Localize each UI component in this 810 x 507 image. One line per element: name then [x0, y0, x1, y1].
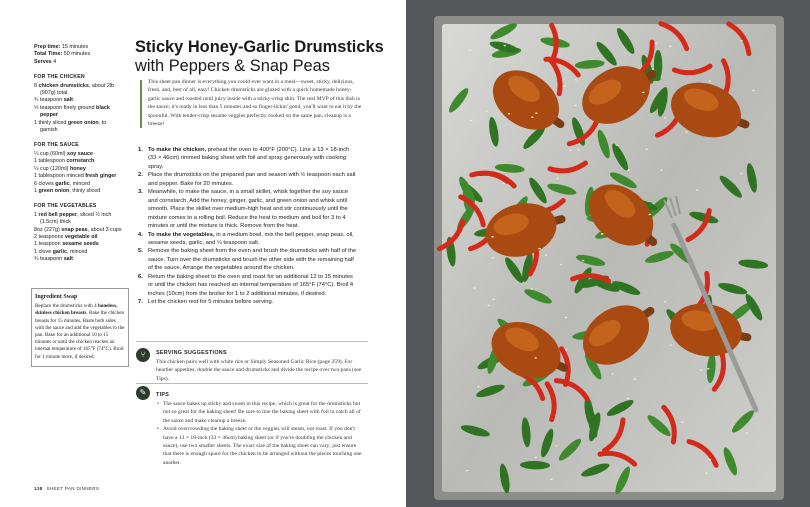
sesame-seed [708, 459, 711, 461]
sesame-seed [469, 49, 472, 51]
ingredient-item: 8 chicken drumsticks, about 2lb (907g) total [34, 82, 115, 97]
method-step: 6. Return the baking sheet to the oven and roast for an additional 12 to 15 minutes or until the chicken has reached an internal temperature of 165°F (74°C). Broil 4 inches (10cm) from the broiler for 1 to 2 additional minutes, if desired. [138, 273, 354, 297]
swap-text: Replace the drumsticks with 4 boneless, skinless chicken breasts. Bake the chicken breasts for 15 minutes. Baste both sides with the sauce and add the vegetables to the pan. Bake for an additional 10 to 15 minutes or until the chicken reaches an internal temperature of 165°F (74°C). Broil for 1 minute more, if desired. [35, 303, 125, 360]
sesame-seed [477, 386, 480, 388]
ingredients-sidebar [34, 44, 124, 264]
sesame-seed [563, 85, 566, 87]
sesame-seed [531, 116, 534, 118]
chicken-ingredients [34, 83, 124, 135]
sesame-seed [534, 357, 537, 359]
sesame-seed [654, 43, 657, 45]
recipe-meta [34, 44, 124, 66]
sesame-seed [508, 113, 511, 115]
sheet-pan-photo [406, 0, 810, 507]
method-step: 4. To make the vegetables, in a medium bowl, mix the bell pepper, snap peas, oil, sesame seeds, garlic, and ¼ teaspoon salt. [138, 231, 354, 246]
sesame-seed [492, 257, 495, 259]
sesame-seed [707, 368, 710, 370]
divider [136, 341, 368, 342]
sesame-seed [534, 457, 537, 459]
sesame-seed [565, 349, 568, 351]
sesame-seed [601, 233, 604, 235]
servings: Serves 4 [34, 58, 57, 65]
method-step: 2. Place the drumsticks on the prepared pan and season with ½ teaspoon each salt and pepper. Bake for 20 minutes. [138, 172, 356, 187]
total-time: Total Time: 50 minutes [34, 51, 91, 58]
method-step: 1. To make the chicken, preheat the oven to 400°F (200°C). Line a 13 × 18-inch (33 × 46cm) rimmed baking sheet with foil and spray generously with cooking spray. [138, 147, 350, 170]
lightbulb-icon: ✎ [136, 386, 150, 400]
sesame-seed [535, 112, 538, 114]
recipe-intro: This sheet pan dinner is everything you could ever want in a meal—sweet, sticky, delicious, fresh, and, best of all, easy! Chicken drumsticks are glazed with a quick homemade honey-garlic sauce and roasted until juicy inside with a sticky-crisp skin. The real MVP of this dish is the sauce; it's ready in less than 5 minutes and so finger-lickin' good, you'll want to eat it by the spoonful. With tender-crisp sesame veggies perfectly cooked on the same pan, cleanup is a breeze! [148, 79, 362, 128]
ingredient-item: 1 red bell pepper, sliced ½ inch (1.5cm) thick [34, 211, 112, 226]
swap-title: Ingredient Swap [35, 294, 78, 300]
ingredient-swap-box [31, 288, 129, 367]
sesame-seed [628, 169, 631, 171]
sesame-seed [700, 369, 703, 371]
ingredient-item: 1 tablespoon cornstarch [34, 158, 95, 165]
sesame-seed [645, 148, 648, 150]
ingredient-item: 6 cloves garlic, minced [34, 180, 91, 187]
sesame-seed [550, 479, 553, 481]
tips-heading: TIPS [156, 392, 170, 398]
ingredient-item: ¾ teaspoon salt [34, 256, 73, 263]
tips-list [156, 400, 366, 467]
sesame-seed [696, 189, 699, 191]
sesame-seed [473, 287, 476, 289]
sesame-seed [681, 421, 684, 423]
sesame-seed [664, 301, 667, 303]
sesame-seed [574, 105, 577, 107]
sauce-ingredients [34, 151, 124, 195]
page-number: 138 [34, 486, 43, 491]
chicken-heading: FOR THE CHICKEN [34, 74, 85, 81]
intro-accent-bar [140, 80, 142, 128]
serving-text: This chicken pairs well with white rice or Simply Seasoned Garlic Rice (page 259). For heartier appetites, double the sauce and drumsticks and divide the recipe over two pans (see Tips). [156, 359, 362, 382]
sesame-seed [615, 144, 618, 146]
title-line-1: Sticky Honey-Garlic Drumsticks [135, 38, 384, 56]
ingredient-item: 1 teaspoon sesame seeds [34, 241, 99, 248]
sesame-seed [492, 299, 495, 301]
ingredient-item: 1 thinly sliced green onion, to garnish [34, 119, 107, 134]
sesame-seed [485, 110, 488, 112]
vegetables-ingredients [34, 212, 124, 264]
sesame-seed [627, 398, 630, 400]
sesame-seed [634, 378, 637, 380]
sesame-seed [491, 236, 494, 238]
ingredient-item: 2 teaspoons vegetable oil [34, 233, 98, 240]
serving-heading: SERVING SUGGESTIONS [156, 350, 227, 356]
sesame-seed [752, 90, 755, 92]
section-name: SHEET PAN DINNERS [46, 486, 100, 491]
sauce-heading: FOR THE SAUCE [34, 142, 79, 149]
sesame-seed [502, 182, 505, 184]
sesame-seed [555, 445, 558, 447]
sesame-seed [660, 169, 663, 171]
sesame-seed [664, 117, 667, 119]
utensils-icon: ⑂ [136, 348, 150, 362]
ingredient-item: 1 tablespoon minced fresh ginger [34, 173, 117, 180]
sesame-seed [669, 344, 672, 346]
food-photo [406, 0, 810, 507]
sesame-seed [648, 214, 651, 216]
ingredient-item: ½ teaspoon finely ground black pepper [34, 104, 110, 119]
tip-item: • Avoid overcrowding the baking sheet or the veggies will steam, not roast. If you don't have a 13 × 18-inch (33 × 46cm) baking sheet (or if you're doubling the chicken and sauce), use two smaller sheets. The exact size of the baking sheet can vary; just ensure that there is enough space for the chicken to be arranged without the pieces touching one another. [156, 425, 366, 467]
sesame-seed [466, 470, 469, 472]
sesame-seed [470, 120, 473, 122]
sesame-seed [487, 305, 490, 307]
sesame-seed [530, 288, 533, 290]
sesame-seed [745, 432, 748, 434]
recipe-title [135, 38, 400, 76]
sesame-seed [669, 46, 672, 48]
ingredient-item: 1 clove garlic, minced [34, 248, 88, 255]
sesame-seed [560, 264, 563, 266]
sesame-seed [705, 472, 708, 474]
ingredient-item: ¼ cup (120ml) honey [34, 165, 86, 172]
ingredient-item: ¾ teaspoon salt [34, 97, 73, 104]
method-step: 7. Let the chicken rest for 5 minutes before serving. [138, 299, 274, 306]
sesame-seed [685, 131, 688, 133]
tip-item: • The sauce bakes up sticky and sweet in this recipe, which is great for the drumsticks but not so great for the baking sheet! Be sure to line the baking sheet with foil to catch all of the sauce and make cleanup a breeze. [156, 400, 366, 425]
sesame-seed [709, 81, 712, 83]
sesame-seed [611, 373, 614, 375]
sesame-seed [545, 254, 548, 256]
vegetables-heading: FOR THE VEGETABLES [34, 203, 97, 210]
method-step: 3. Meanwhile, to make the sauce, in a small skillet, whisk together the soy sauce and cornstarch. Add the honey, ginger, garlic, and green onion and whisk until smooth. Place the skillet over medium-high heat and stir continuously until the mixture comes to a rolling boil. Reduce the heat to medium and boil for 3 to 4 minutes or until the mixture is thick. Remove from the heat. [138, 189, 349, 230]
sesame-seed [740, 173, 743, 175]
sesame-seed [575, 79, 578, 81]
method-steps [138, 146, 358, 307]
ingredient-item: 8oz (227g) snap peas, about 3 cups [34, 226, 122, 233]
sesame-seed [740, 40, 743, 42]
method-step: 5. Remove the baking sheet from the oven and brush the drumsticks with half of the sauce. Turn over the drumsticks and brush the other side with the remaining half of the sauce. Arrange the vegetables around the chicken. [138, 248, 357, 272]
title-line-2: with Peppers & Snap Peas [135, 57, 330, 75]
sesame-seed [565, 317, 568, 319]
page-footer [34, 486, 99, 491]
sesame-seed [538, 248, 541, 250]
sesame-seed [503, 45, 506, 47]
prep-time: Prep time: 15 minutes [34, 44, 89, 50]
sesame-seed [642, 92, 645, 94]
sesame-seed [556, 178, 559, 180]
ingredient-item: 1 green onion, thinly sliced [34, 187, 101, 194]
sesame-seed [582, 260, 585, 262]
ingredient-item: ¼ cup (60ml) soy sauce [34, 150, 94, 157]
sesame-seed [569, 149, 572, 151]
divider [136, 383, 368, 384]
sesame-seed [577, 149, 580, 151]
